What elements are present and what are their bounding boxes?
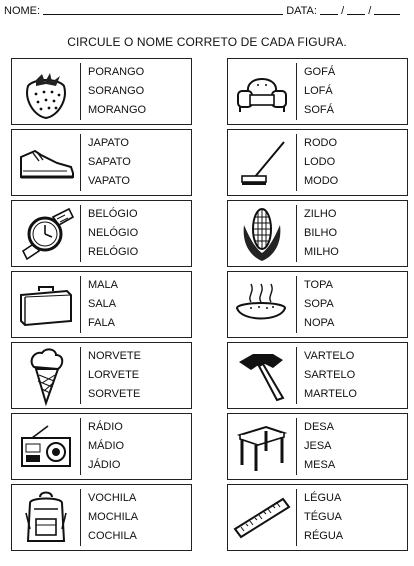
option[interactable]: ZILHO	[304, 208, 337, 220]
squeegee-icon	[234, 138, 290, 188]
option[interactable]: SORVETE	[88, 388, 141, 400]
option[interactable]: SARTELO	[304, 369, 356, 381]
watch-icon	[17, 207, 75, 261]
exercise-card	[227, 58, 408, 125]
option[interactable]: BILHO	[304, 227, 338, 239]
date-year-field[interactable]	[374, 4, 400, 15]
sofa-icon	[234, 69, 290, 115]
header	[4, 4, 410, 18]
option[interactable]: SAPATO	[88, 156, 131, 168]
option[interactable]: MORANGO	[88, 104, 147, 116]
ruler-icon	[233, 495, 291, 541]
option[interactable]: RODO	[304, 137, 337, 149]
instruction: CIRCULE O NOME CORRETO DE CADA FIGURA.	[67, 35, 347, 49]
option[interactable]: NORVETE	[88, 350, 141, 362]
exercise-card	[11, 129, 192, 196]
exercise-card	[11, 200, 192, 267]
exercise-card	[227, 484, 408, 551]
options	[304, 347, 357, 404]
options	[88, 63, 146, 120]
option[interactable]: MÁDIO	[88, 440, 125, 452]
option[interactable]: RÉGUA	[304, 530, 344, 542]
options	[88, 134, 131, 191]
name-label: NOME:	[4, 5, 41, 17]
exercise-card	[227, 413, 408, 480]
option[interactable]: COCHILA	[88, 530, 137, 542]
exercise-card	[227, 342, 408, 409]
option[interactable]: NOPA	[304, 317, 335, 329]
suitcase-icon	[17, 283, 75, 327]
date-separator: /	[341, 5, 345, 17]
strawberry-icon	[18, 64, 74, 120]
options	[88, 489, 138, 546]
option[interactable]: DESA	[304, 421, 334, 433]
option[interactable]: MILHO	[304, 246, 339, 258]
option[interactable]: MODO	[304, 175, 339, 187]
option[interactable]: TÉGUA	[304, 511, 342, 523]
option[interactable]: NELÓGIO	[88, 227, 139, 239]
option[interactable]: VARTELO	[304, 350, 355, 362]
option[interactable]: JESA	[304, 440, 332, 452]
option[interactable]: LORVETE	[88, 369, 140, 381]
exercise-card	[227, 271, 408, 338]
date-separator: /	[368, 5, 372, 17]
options	[304, 205, 339, 262]
exercise-card	[11, 413, 192, 480]
hammer-icon	[235, 350, 289, 402]
corn-icon	[238, 205, 286, 263]
options	[88, 205, 138, 262]
table-icon	[236, 421, 288, 473]
options	[304, 276, 334, 333]
option[interactable]: LOFÁ	[304, 85, 333, 97]
option[interactable]: SORANGO	[88, 85, 145, 97]
option[interactable]: LODO	[304, 156, 336, 168]
option[interactable]: MARTELO	[304, 388, 357, 400]
exercise-card	[11, 58, 192, 125]
option[interactable]: SALA	[88, 298, 117, 310]
option[interactable]: RÁDIO	[88, 421, 123, 433]
radio-icon	[18, 424, 74, 470]
option[interactable]: MOCHILA	[88, 511, 139, 523]
option[interactable]: VOCHILA	[88, 492, 137, 504]
exercise-card	[11, 271, 192, 338]
option[interactable]: MALA	[88, 279, 118, 291]
option[interactable]: MESA	[304, 459, 336, 471]
options	[304, 63, 335, 120]
options	[304, 489, 343, 546]
option[interactable]: PORANGO	[88, 66, 145, 78]
option[interactable]: VAPATO	[88, 175, 130, 187]
soup-icon	[233, 280, 291, 330]
exercise-card	[227, 200, 408, 267]
options	[88, 347, 141, 404]
option[interactable]: RELÓGIO	[88, 246, 139, 258]
date-day-field[interactable]	[320, 4, 338, 15]
options	[304, 418, 335, 475]
backpack-icon	[22, 489, 70, 547]
option[interactable]: SOFÁ	[304, 104, 334, 116]
option[interactable]: GOFÁ	[304, 66, 336, 78]
option[interactable]: TOPA	[304, 279, 333, 291]
date-label: DATA:	[286, 5, 317, 17]
exercise-card	[11, 484, 192, 551]
name-field[interactable]	[43, 4, 283, 15]
options	[88, 418, 124, 475]
option[interactable]: JAPATO	[88, 137, 129, 149]
date-month-field[interactable]	[347, 4, 365, 15]
option[interactable]: SOPA	[304, 298, 334, 310]
right-column	[227, 58, 408, 555]
option[interactable]: LÉGUA	[304, 492, 342, 504]
options	[88, 276, 118, 333]
option[interactable]: FALA	[88, 317, 115, 329]
options	[304, 134, 338, 191]
exercise-card	[11, 342, 192, 409]
shoe-icon	[17, 143, 75, 183]
left-column	[11, 58, 192, 555]
ice-cream-icon	[26, 347, 66, 405]
option[interactable]: JÁDIO	[88, 459, 121, 471]
option[interactable]: BELÓGIO	[88, 208, 138, 220]
exercise-card	[227, 129, 408, 196]
